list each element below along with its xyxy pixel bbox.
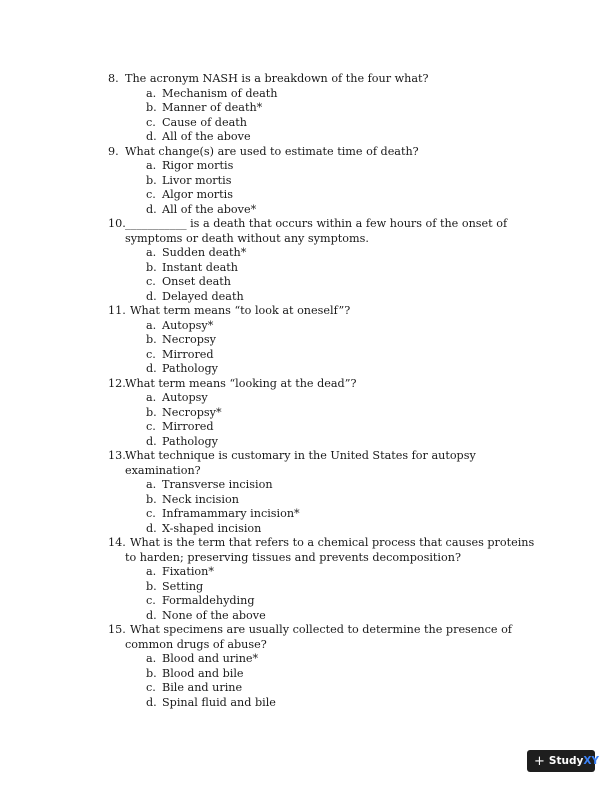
option-letter: d. — [146, 608, 157, 622]
option-letter: a. — [146, 318, 157, 332]
option-text: Inframammary incision* — [162, 507, 300, 520]
option-text: Neck incision — [162, 492, 239, 506]
option-letter: d. — [146, 521, 157, 535]
option-letter: a. — [146, 246, 157, 259]
question-number: 11. — [108, 304, 126, 317]
option-text: Fixation* — [162, 565, 214, 578]
option-text: Blood and urine* — [162, 652, 259, 665]
option-text: Bile and urine — [162, 681, 243, 694]
option-text: Autopsy — [162, 391, 208, 404]
option-letter: c. — [146, 681, 156, 694]
option-text: Setting — [162, 579, 204, 593]
option-letter: d. — [146, 130, 157, 143]
option-letter: b. — [146, 101, 157, 114]
option-letter: b. — [146, 333, 157, 346]
option-letter: b. — [146, 260, 157, 274]
plus-icon: + — [534, 753, 545, 769]
option-letter: b. — [146, 579, 157, 593]
option-letter: a. — [146, 391, 157, 404]
question-text-continued: common drugs of abuse? — [125, 637, 267, 651]
option-text: Algor mortis — [162, 188, 233, 201]
question-number: 15. — [108, 623, 126, 636]
option-text: Pathology — [162, 362, 218, 375]
option-text: Mirrored — [162, 420, 214, 433]
option-letter: d. — [146, 202, 157, 216]
question-number: 8. — [108, 72, 119, 85]
question-text-continued: symptoms or death without any symptoms. — [125, 231, 369, 245]
question-text-continued: examination? — [125, 463, 201, 477]
option-letter: b. — [146, 173, 157, 187]
option-text: Onset death — [162, 275, 231, 288]
option-text: Blood and bile — [162, 666, 244, 680]
option-letter: a. — [146, 565, 157, 578]
option-text: Pathology — [162, 434, 218, 448]
option-text: Formaldehyding — [162, 594, 255, 607]
option-text: Manner of death* — [162, 101, 263, 114]
question-number: 10. — [108, 217, 126, 230]
studyxy-badge[interactable] — [527, 750, 600, 772]
option-text: Necropsy* — [162, 405, 222, 419]
question-text: What change(s) are used to estimate time of death? — [125, 144, 419, 158]
option-text: Mechanism of death — [162, 86, 278, 100]
brand-name: Study — [548, 755, 584, 767]
option-text: Cause of death — [162, 115, 247, 129]
option-text: Instant death — [162, 260, 238, 274]
question-text: What term means “to look at oneself”? — [130, 304, 351, 317]
option-text: Spinal fluid and bile — [162, 695, 276, 709]
option-letter: b. — [146, 666, 157, 680]
question-text: The acronym NASH is a breakdown of the four what? — [125, 72, 429, 85]
option-letter: d. — [146, 695, 157, 709]
question-text: What term means “looking at the dead”? — [125, 376, 357, 390]
option-letter: c. — [146, 420, 156, 433]
option-letter: a. — [146, 159, 157, 172]
option-letter: a. — [146, 478, 157, 491]
question-text: What technique is customary in the United States for autopsy — [125, 449, 476, 462]
option-letter: c. — [146, 115, 156, 129]
question-text: What is the term that refers to a chemical process that causes proteins — [130, 536, 535, 549]
option-text: Sudden death* — [162, 246, 247, 259]
option-text: X-shaped incision — [162, 521, 262, 535]
option-text: None of the above — [162, 608, 266, 622]
question-text: ___________ is a death that occurs within a few hours of the onset of — [125, 217, 508, 230]
option-text: Transverse incision — [162, 478, 273, 491]
option-letter: b. — [146, 405, 157, 419]
option-text: All of the above — [162, 130, 251, 143]
option-letter: b. — [146, 492, 157, 506]
question-number: 9. — [108, 144, 119, 158]
option-letter: d. — [146, 362, 157, 375]
question-text-continued: to harden; preserving tissues and prevents decomposition? — [125, 550, 461, 564]
question-text: What specimens are usually collected to determine the presence of — [130, 623, 512, 636]
option-text: Rigor mortis — [162, 159, 234, 172]
brand-accent: XY — [583, 755, 600, 767]
option-text: All of the above* — [162, 202, 257, 216]
option-letter: d. — [146, 434, 157, 448]
option-letter: c. — [146, 507, 156, 520]
option-text: Livor mortis — [162, 173, 232, 187]
option-text: Necropsy — [162, 333, 216, 346]
question-number: 12. — [108, 376, 126, 390]
option-letter: a. — [146, 86, 157, 100]
option-text: Mirrored — [162, 347, 214, 361]
question-number: 14. — [108, 536, 126, 549]
question-number: 13. — [108, 449, 126, 462]
option-letter: c. — [146, 275, 156, 288]
option-letter: c. — [146, 188, 156, 201]
option-letter: a. — [146, 652, 157, 665]
option-letter: d. — [146, 289, 157, 303]
option-text: Autopsy* — [162, 318, 214, 332]
option-text: Delayed death — [162, 289, 244, 303]
option-letter: c. — [146, 347, 156, 361]
option-letter: c. — [146, 594, 156, 607]
